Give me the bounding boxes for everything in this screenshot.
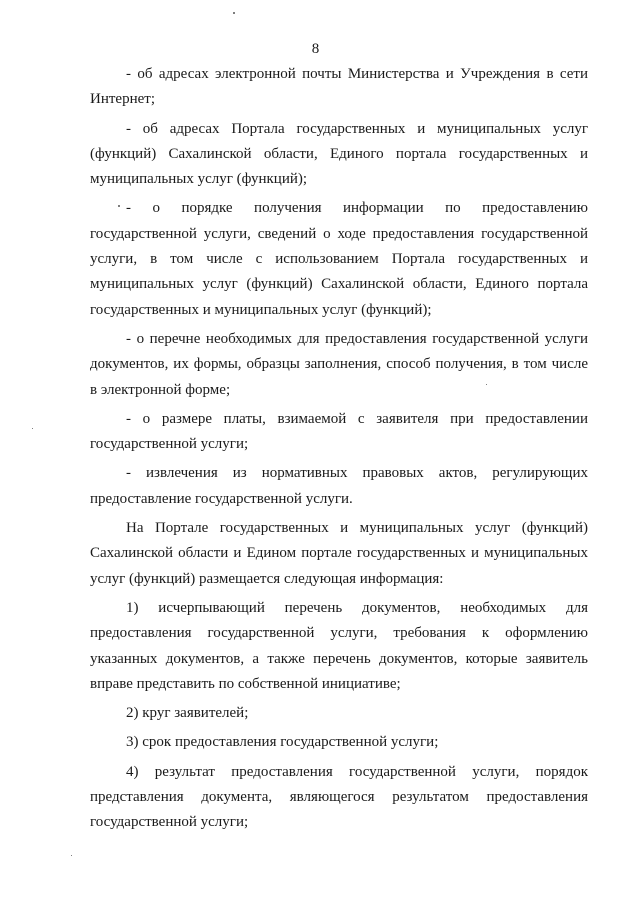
paragraph-item-4: 4) результат предоставления государственной услуги, порядок представления документа, являющегося результатом предоставления государственной услуги; — [90, 763, 588, 831]
scan-speck — [118, 205, 120, 207]
paragraph-portal-information-intro: На Портале государственных и муниципальных услуг (функций) Сахалинской области и Едином портале государственных и муниципальных услуг (функций) размещается следующая информация: — [90, 520, 588, 587]
paragraph-fee-amount: - о размере платы, взимаемой с заявителя при предоставлении государственной услуги; — [90, 410, 588, 453]
document-body — [90, 62, 588, 836]
scan-speck — [233, 12, 235, 14]
paragraph-portal-addresses: - об адресах Портала государственных и муниципальных услуг (функций) Сахалинской области, Единого портала государственных и муниципальных услуг (функций); — [90, 120, 588, 188]
paragraph-email-addresses: - об адресах электронной почты Министерства и Учреждения в сети Интернет; — [90, 66, 588, 108]
scan-speck — [486, 384, 487, 385]
scan-speck — [32, 428, 33, 429]
paragraph-item-3: 3) срок предоставления государственной услуги; — [126, 734, 439, 751]
paragraph-information-procedure: - о порядке получения информации по предоставлению государственной услуги, сведений о ходе предоставления государственной услуги, в том числе с использованием Портала государственных и муниципальных услуг (функций) Сахалинской области, Единого портала государственных и муниципальных услуг (функций); — [90, 200, 588, 318]
paragraph-item-1: 1) исчерпывающий перечень документов, необходимых для предоставления государственной услуги, требования к оформлению указанных документов, а также перечень документов, которые заявитель вправе представить по собственной инициативе; — [90, 599, 588, 692]
scan-speck — [71, 855, 72, 856]
paragraph-document-list: - о перечне необходимых для предоставления государственной услуги документов, их формы, образцы заполнения, способ получения, в том числе в электронной форме; — [90, 330, 588, 398]
page-number: 8 — [311, 41, 320, 57]
paragraph-regulatory-extracts: - извлечения из нормативных правовых актов, регулирующих предоставление государственной услуги. — [90, 465, 588, 507]
paragraph-item-2: 2) круг заявителей; — [126, 705, 249, 722]
